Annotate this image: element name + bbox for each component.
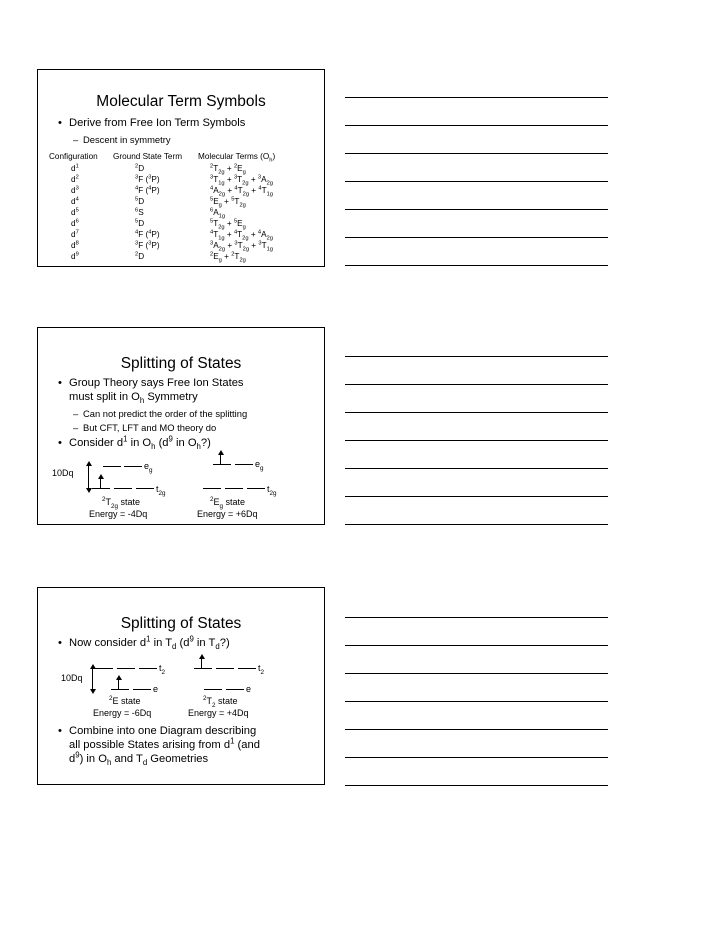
t2-level [216,668,234,669]
table-cell-ground: $^2$D [135,163,145,173]
slide-1 [37,69,325,267]
table-cell-config: $d^8$ [71,240,79,250]
slide-3 [37,587,325,785]
table-header-ground-state: Ground State Term [113,152,183,161]
energy-label: Energy = +6Dq [197,509,258,519]
note-line [345,209,608,210]
table-cell-ground: $^4$F ($^4$P) [135,229,160,239]
table-cell-config: $d^3$ [71,185,79,195]
t2-label: $t_2$ [258,663,265,676]
sub-bullet-text: – Descent in symmetry [83,134,171,145]
t2g-level [247,488,265,489]
t2-label: $t_2$ [159,663,166,676]
table-cell-ground: $^5$D [135,196,145,206]
table-cell-terms: $^6A_{1g}$ [210,207,226,220]
table-header-configuration: Configuration [49,152,98,161]
note-line [345,125,608,126]
note-line [345,729,608,730]
table-cell-terms: $^3T_{1g} + ^3T_{2g} + ^3A_{2g}$ [210,174,273,187]
table-cell-ground: $^4$F ($^4$P) [135,185,160,195]
state-label: $^2$E state [109,695,141,706]
eg-label: $e_g$ [144,461,153,474]
energy-gap-label: 10Dq [52,468,74,478]
table-cell-ground: $^3$F ($^3$P) [135,174,160,184]
note-line [345,97,608,98]
t2-level [117,668,135,669]
bullet-text: • Now consider $d^1$ in $T_d$ ($d^9$ in $T_d$?) [69,637,230,649]
eg-level [235,464,253,465]
slide-title: Molecular Term Symbols [96,93,266,110]
table-cell-config: $d^4$ [71,196,79,206]
table-cell-config: $d^2$ [71,174,79,184]
energy-label: Energy = -6Dq [93,708,152,718]
table-cell-ground: $^5$D [135,218,145,228]
note-line [345,356,608,357]
note-line [345,440,608,441]
note-line [345,153,608,154]
note-line [345,617,608,618]
note-line [345,757,608,758]
note-line [345,384,608,385]
energy-label: Energy = +4Dq [188,708,249,718]
electron-up-arrow-icon [100,478,101,488]
note-line [345,412,608,413]
note-line [345,785,608,786]
t2g-label: $t_{2g}$ [267,484,277,497]
e-level [204,689,222,690]
bullet-text-cont: must split in $O_h$ Symmetry [69,391,198,406]
note-line [345,237,608,238]
t2-level [95,668,113,669]
table-cell-terms: $^4T_{1g} + ^4T_{2g} + ^4A_{2g}$ [210,229,273,242]
table-cell-terms: $^3A_{2g} + ^3T_{2g} + ^3T_{1g}$ [210,240,273,253]
sub-bullet-text: – Can not predict the order of the splitting [83,408,247,419]
note-line [345,645,608,646]
table-cell-terms: $^5E_g + ^5T_{2g}$ [210,196,246,209]
t2g-level [114,488,132,489]
energy-label: Energy = -4Dq [89,509,148,519]
note-line [345,524,608,525]
state-label: $^2T_{2g}$ state [102,496,141,510]
e-level [111,689,129,690]
slide-2 [37,327,325,525]
t2g-level [92,488,110,489]
bullet-text-cont: all possible States arising from $d^1$ (and [69,736,260,751]
e-level [133,689,151,690]
eg-label: $e_g$ [255,459,264,472]
eg-level [213,464,231,465]
table-cell-terms: $^5T_{2g} + ^5E_g$ [210,218,246,231]
table-cell-config: $d^5$ [71,207,79,217]
sub-bullet-text: – But CFT, LFT and MO theory do [83,422,216,433]
table-cell-config: $d^6$ [71,218,79,228]
note-line [345,673,608,674]
bullet-text: • Combine into one Diagram describing [69,725,256,737]
note-line [345,496,608,497]
bullet-text-cont: $d^9$) in $O_h$ and $T_d$ Geometries [69,750,209,768]
t2-level [238,668,256,669]
e-label: e [153,684,159,694]
bullet-text: • Derive from Free Ion Term Symbols [69,117,245,129]
eg-level [124,466,142,467]
t2g-level [203,488,221,489]
t2-level [194,668,212,669]
t2-level [139,668,157,669]
electron-up-arrow-icon [118,679,119,689]
electron-up-arrow-icon [201,658,202,668]
bullet-text: • Group Theory says Free Ion States [69,377,244,389]
note-line [345,265,608,266]
note-line [345,468,608,469]
state-label: $^2E_g$ state [210,496,246,510]
table-cell-config: $d^7$ [71,229,79,239]
table-header-molecular-terms: Molecular Terms $(O_h)$ [198,152,276,164]
e-label: e [246,684,252,694]
table-cell-ground: $^6$S [135,207,144,217]
slide-title: Splitting of States [120,355,242,372]
note-line [345,701,608,702]
table-cell-config: $d^9$ [71,251,79,261]
table-cell-terms: $^4A_{2g} + ^4T_{2g} + ^4T_{1g}$ [210,185,273,198]
electron-up-arrow-icon [220,454,221,464]
table-cell-terms: $^2T_{2g} + ^2E_g$ [210,163,246,176]
table-cell-ground: $^3$F ($^3$P) [135,240,160,250]
e-level [226,689,244,690]
energy-gap-label: 10Dq [61,673,83,683]
double-arrow-icon [88,465,89,489]
eg-level [103,466,121,467]
double-arrow-icon [92,668,93,690]
state-label: $^2T_2$ state [203,695,238,709]
slide-title: Splitting of States [120,615,242,632]
t2g-label: $t_{2g}$ [156,484,166,497]
t2g-level [136,488,154,489]
t2g-level [225,488,243,489]
table-cell-terms: $^2E_g + ^2T_{2g}$ [210,251,246,264]
table-cell-ground: $^2$D [135,251,145,261]
table-cell-config: $d^1$ [71,163,79,173]
note-line [345,181,608,182]
bullet-text: • Consider $d^1$ in $O_h$ ($d^9$ in $O_h$?) [69,437,211,449]
